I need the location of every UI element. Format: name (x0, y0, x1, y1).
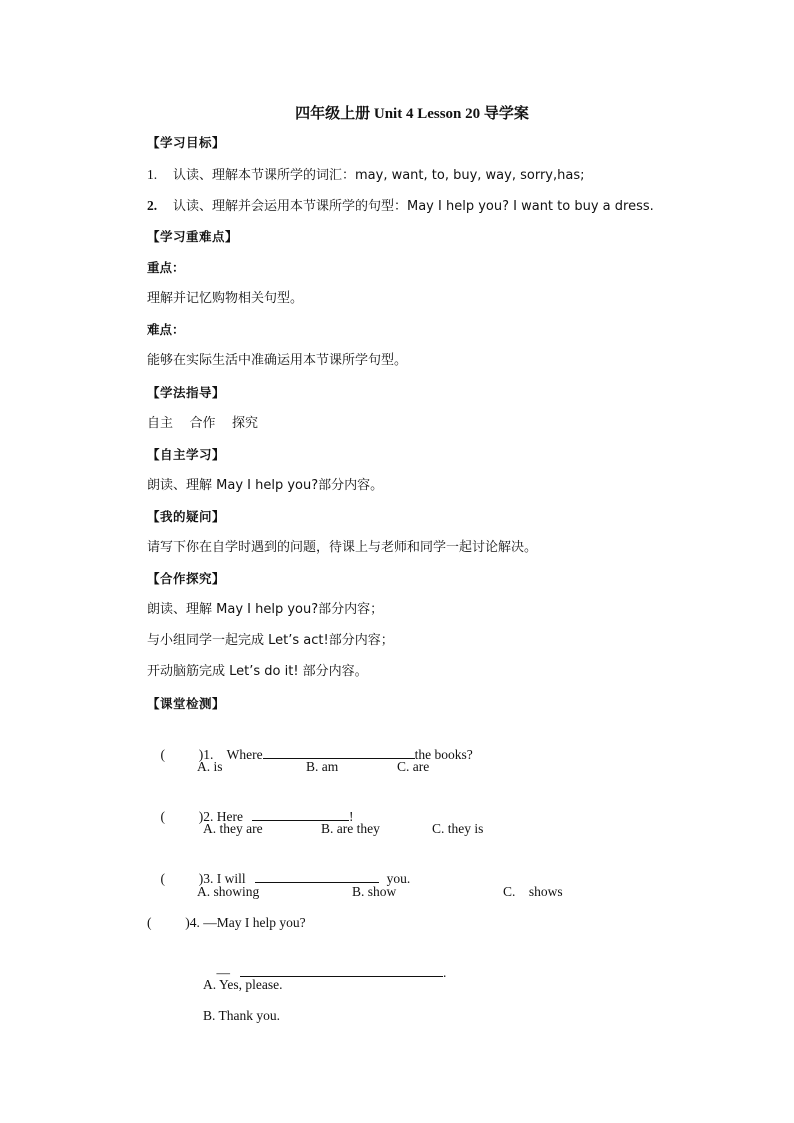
question-2-option-b: B. are they (321, 821, 380, 836)
question-4: ( )4. —May I help you? (147, 915, 306, 930)
objective-text-2: 认读、理解并会运用本节课所学的句型：May I help you? I want to buy a dress. (173, 199, 654, 214)
objective-item-2 (147, 197, 654, 216)
question-1-suffix: the books? (414, 747, 473, 762)
question-4-blank[interactable] (240, 963, 443, 977)
question-3-blank[interactable] (255, 869, 379, 883)
question-2-option-a: A. they are (203, 821, 263, 836)
heading-objectives: 【学习目标】 (147, 135, 226, 150)
method-text: 自主 合作 探究 (147, 416, 259, 431)
difficult-point-text: 能够在实际生活中准确运用本节课所学句型。 (147, 353, 408, 368)
objective-text-1: 认读、理解本节课所学的词汇：may, want, to, buy, way, sorry,has; (173, 168, 585, 183)
cooperation-line-1: 朗读、理解 May I help you?部分内容； (147, 602, 384, 617)
question-1-blank[interactable] (263, 745, 415, 759)
question-4-option-b: B. Thank you. (203, 1008, 280, 1023)
question-3-option-c: C. shows (503, 884, 563, 899)
question-2-option-c: C. they is (432, 821, 484, 836)
question-3-option-b: B. show (352, 884, 397, 899)
cooperation-line-2: 与小组同学一起完成 Let’s act!部分内容； (147, 633, 394, 648)
question-3-prefix: ( )3. I will (160, 871, 246, 886)
question-1-option-b: B. am (306, 759, 339, 774)
heading-questions: 【我的疑问】 (147, 509, 226, 524)
question-3-suffix: you. (386, 871, 411, 886)
question-4-dash: — (216, 965, 230, 980)
objective-number-2: 2. (147, 198, 158, 213)
question-1-option-c: C. are (397, 759, 430, 774)
question-1-option-a: A. is (197, 759, 223, 774)
heading-cooperation: 【合作探究】 (147, 571, 226, 586)
self-study-text: 朗读、理解 May I help you?部分内容。 (147, 478, 384, 493)
question-4-end: . (443, 965, 447, 980)
question-1-prefix: ( )1. Where (160, 747, 263, 762)
question-3-option-a: A. showing (197, 884, 260, 899)
key-point-text: 理解并记忆购物相关句型。 (147, 291, 304, 306)
question-2-prefix: ( )2. Here (160, 809, 243, 824)
objective-number-1: 1. (147, 167, 158, 182)
objective-item-1 (147, 166, 584, 185)
difficult-point-label: 难点： (147, 322, 185, 337)
key-point-label: 重点： (147, 260, 185, 275)
question-2-blank[interactable] (252, 807, 349, 821)
heading-key-points: 【学习重难点】 (147, 229, 239, 244)
cooperation-line-3: 开动脑筋完成 Let’s do it! 部分内容。 (147, 664, 368, 679)
heading-self-study: 【自主学习】 (147, 447, 226, 462)
question-4-option-a: A. Yes, please. (203, 977, 283, 992)
document-title: 四年级上册 Unit 4 Lesson 20 导学案 (295, 106, 529, 122)
question-2-suffix: ! (348, 809, 354, 824)
heading-check: 【课堂检测】 (147, 696, 226, 711)
questions-text: 请写下你在自学时遇到的问题，待课上与老师和同学一起讨论解决。 (147, 540, 538, 555)
heading-method: 【学法指导】 (147, 385, 226, 400)
